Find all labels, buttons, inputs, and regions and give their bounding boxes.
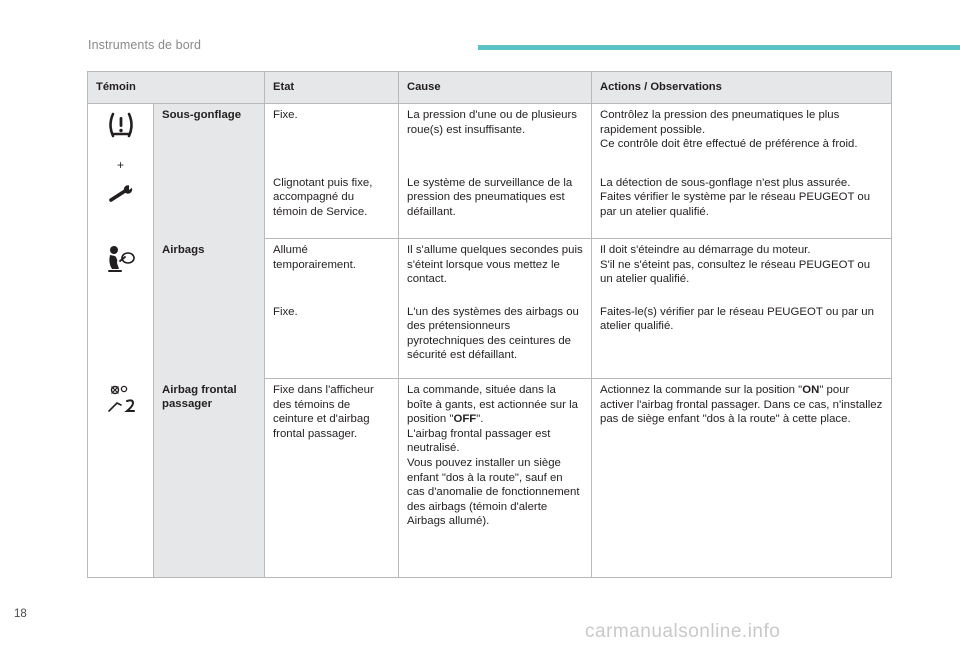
- plus-sign: +: [116, 158, 124, 172]
- state-cell: Fixe.: [265, 104, 399, 172]
- action-text: Il doit s'éteindre au démarrage du moteur.: [600, 244, 811, 256]
- cause-text: L'airbag frontal passager est neutralisé.: [407, 427, 551, 455]
- table-row: [88, 379, 892, 578]
- cause-text: La commande, située dans la boîte à gants, est actionnée sur la position "OFF".: [407, 384, 578, 426]
- table-header-row: [88, 72, 892, 104]
- action-text: Ce contrôle doit être effectué de préférence à froid.: [600, 138, 858, 151]
- warning-lamps-table: [87, 71, 892, 578]
- header-accent-bar: [478, 45, 960, 50]
- action-cell: [592, 239, 892, 301]
- cause-cell: Le système de surveillance de la pression des pneumatiques est défaillant.: [399, 172, 592, 239]
- off-position-label: OFF: [453, 413, 477, 426]
- action-text: Contrôlez la pression des pneumatiques le plus rapidement possible.: [600, 109, 840, 136]
- lamp-icon-cell: [88, 104, 154, 239]
- action-cell: [592, 104, 892, 172]
- action-text: S'il ne s'éteint pas, consultez le réseau PEUGEOT ou un atelier qualifié.: [600, 258, 871, 286]
- action-text: La détection de sous-gonflage n'est plus assurée.: [600, 176, 851, 189]
- on-position-label: ON: [802, 384, 820, 396]
- lamp-icon-cell: [88, 239, 154, 379]
- action-cell: Actionnez la commande sur la position "ON" pour activer l'airbag frontal passager. Dans ce cas, n'installez pas de siège enfant "dos à la route" à cette place.: [592, 379, 892, 578]
- cause-cell: [399, 379, 592, 578]
- lamp-name: Airbag frontal passager: [154, 379, 265, 578]
- state-cell: Fixe dans l'afficheur des témoins de ceinture et d'airbag frontal passager.: [265, 379, 399, 578]
- lamp-name: Sous-gonflage: [154, 104, 265, 239]
- cause-cell: L'un des systèmes des airbags ou des prétensionneurs pyrotechniques des ceintures de sécurité est défaillant.: [399, 301, 592, 379]
- state-cell: Allumé temporairement.: [265, 239, 399, 301]
- action-cell: Faites-le(s) vérifier par le réseau PEUGEOT ou par un atelier qualifié.: [592, 301, 892, 379]
- action-text: Faites vérifier le système par le réseau PEUGEOT ou par un atelier qualifié.: [600, 191, 871, 218]
- cause-cell: La pression d'une ou de plusieurs roue(s) est insuffisante.: [399, 104, 592, 172]
- cause-cell: Il s'allume quelques secondes puis s'éteint lorsque vous mettez le contact.: [399, 239, 592, 301]
- table-row: [88, 239, 892, 301]
- action-cell: [592, 172, 892, 239]
- state-cell: Clignotant puis fixe, accompagné du témoin de Service.: [265, 172, 399, 239]
- page-header-title: Instruments de bord: [88, 38, 202, 52]
- page-number: 18: [14, 608, 27, 620]
- column-header-cause: Cause: [399, 72, 592, 104]
- wrench-icon: [107, 185, 135, 203]
- tyre-warning-icon: [106, 110, 136, 140]
- column-header-etat: Etat: [265, 72, 399, 104]
- cause-text: Vous pouvez installer un siège enfant "dos à la route", sauf en cas d'anomalie de fonctionnement des airbags (témoin d'alerte Airbags allumé).: [407, 456, 580, 528]
- state-cell: Fixe.: [265, 301, 399, 379]
- passenger-airbag-off-icon: [105, 385, 137, 413]
- column-header-temoin: Témoin: [88, 72, 265, 104]
- table-row: [88, 104, 892, 172]
- airbag-icon: [106, 245, 136, 273]
- watermark: carmanualsonline.info: [585, 621, 781, 642]
- column-header-actions: Actions / Observations: [592, 72, 892, 104]
- lamp-icon-cell: [88, 379, 154, 578]
- lamp-name: Airbags: [154, 239, 265, 379]
